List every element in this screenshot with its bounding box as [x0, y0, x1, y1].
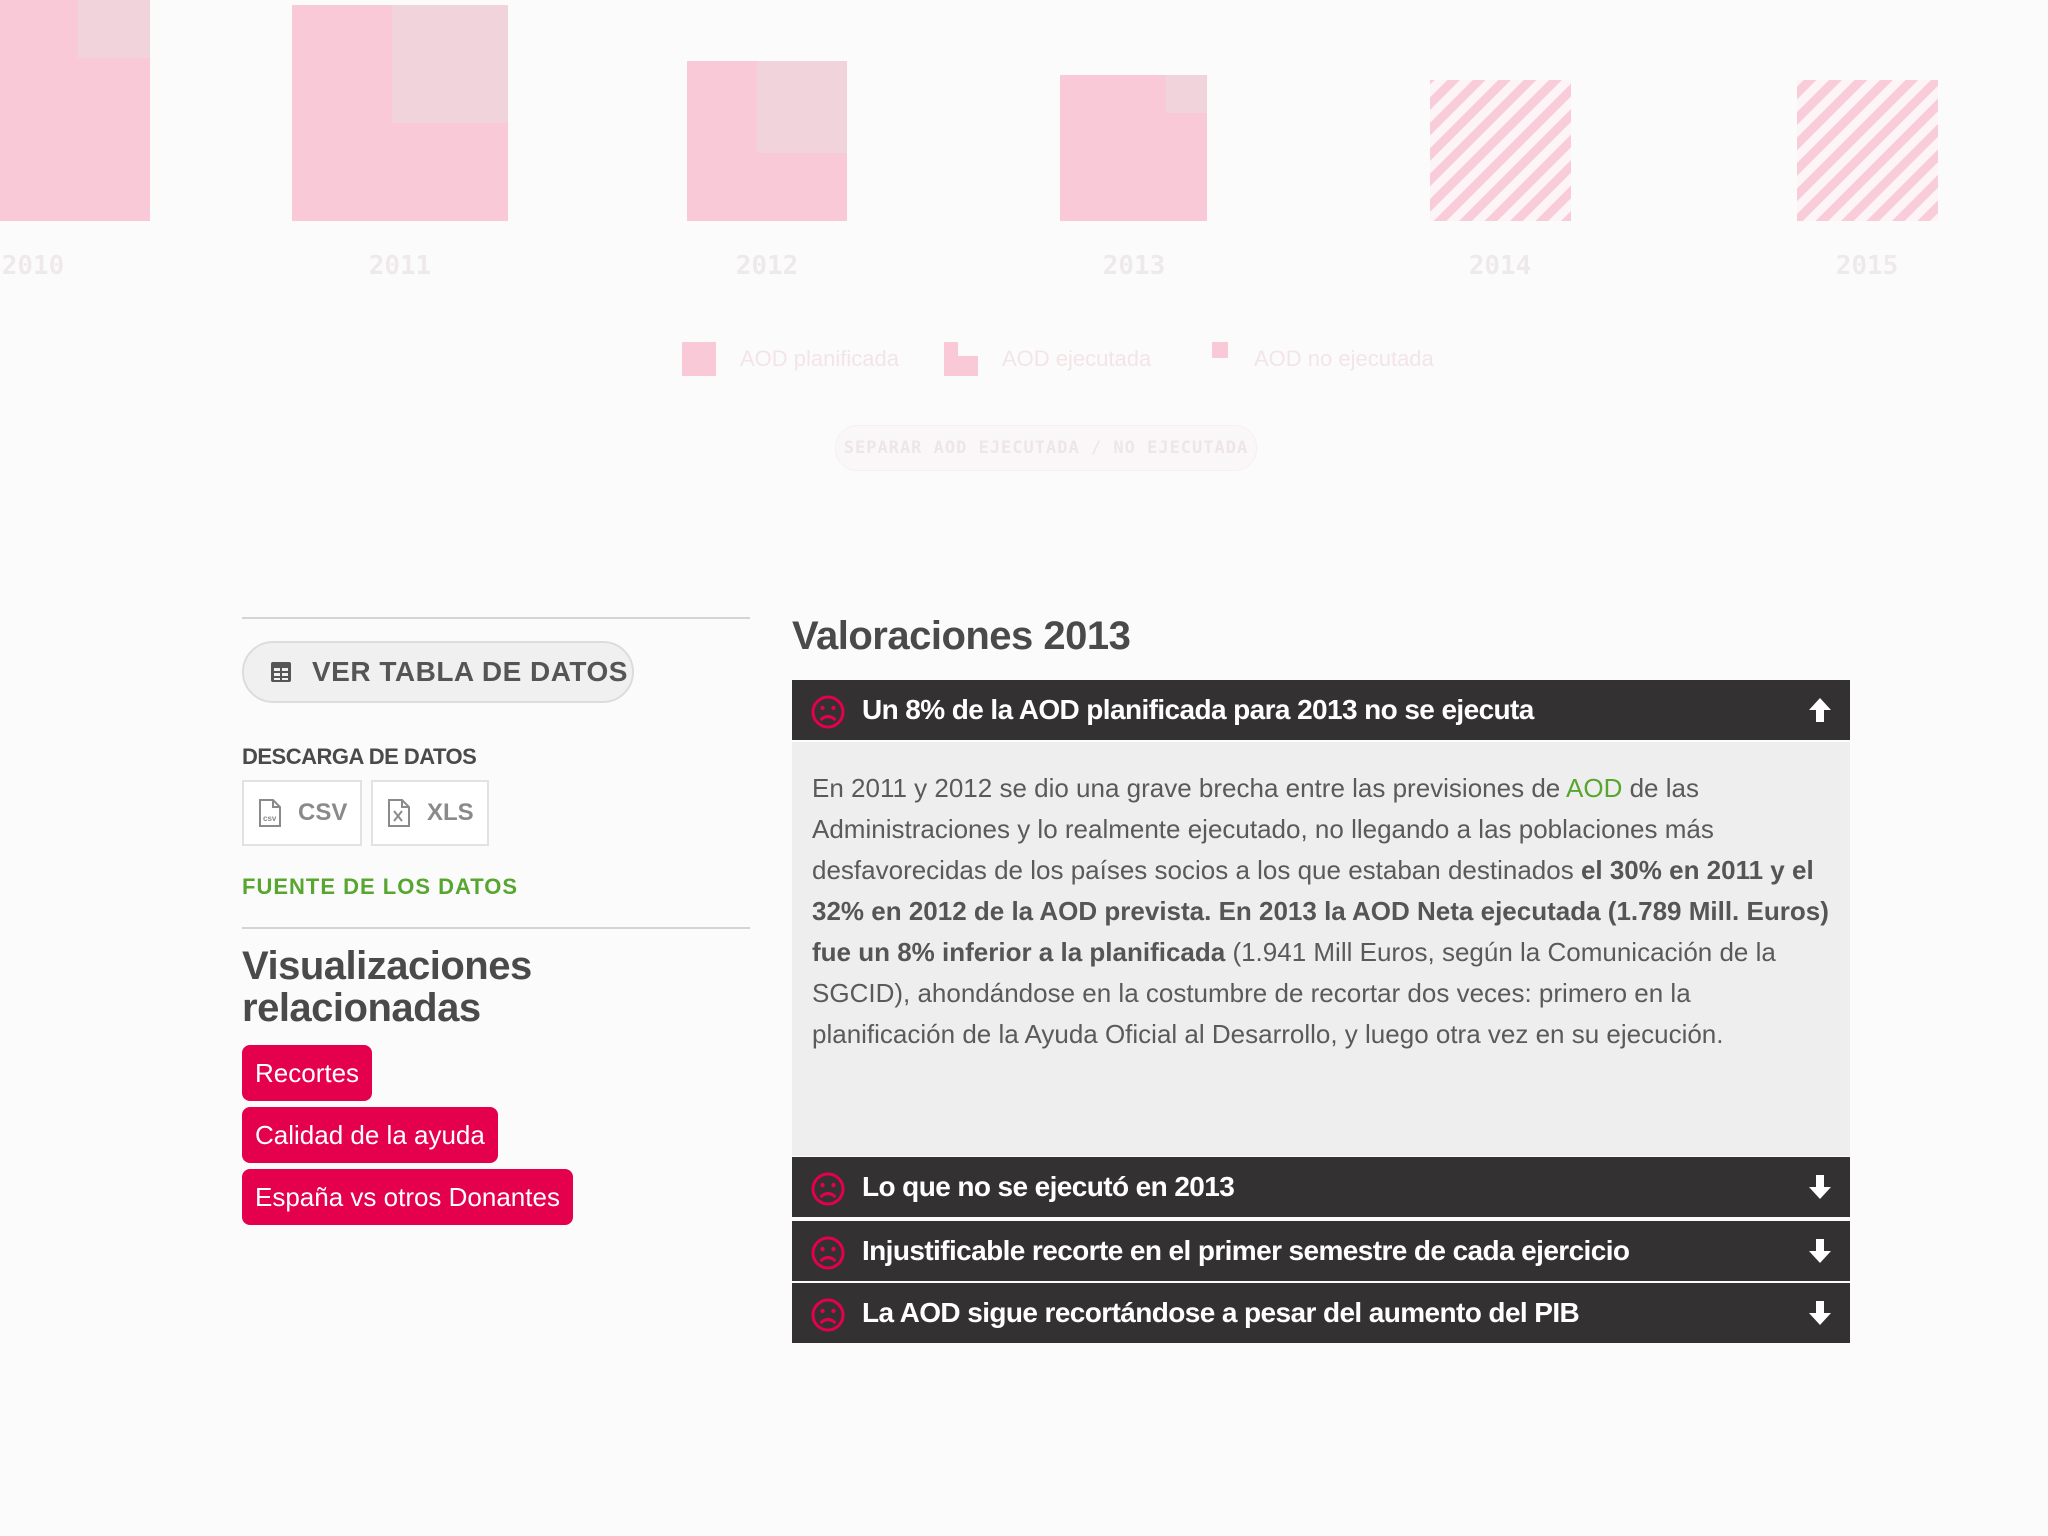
x-tick-label: 2010 — [1, 251, 65, 281]
x-tick-label: 2012 — [735, 251, 799, 281]
table-icon — [270, 661, 292, 683]
visualizaciones-title — [242, 945, 532, 1029]
accordion-title: Injustificable recorte en el primer semestre de cada ejercicio — [862, 1235, 1630, 1266]
legend-label: AOD no ejecutada — [1254, 346, 1434, 371]
xls-file-icon — [387, 799, 411, 827]
arrow-down-icon — [1808, 1237, 1832, 1265]
divider — [242, 927, 750, 929]
sad-face-icon — [810, 1297, 846, 1333]
sad-face-icon — [810, 1235, 846, 1271]
aod-chart — [0, 0, 2048, 300]
body-bold: ejecutada (1.789 Mill. Euros) fue un 8% inferior a la planificada — [812, 896, 1829, 967]
divider — [242, 617, 750, 619]
chart-legend — [0, 342, 2048, 382]
accordion-title: Un 8% de la AOD planificada para 2013 no se ejecuta — [862, 694, 1534, 725]
legend-swatch-planificada — [682, 342, 716, 376]
body-bold: el 30% en 2011 y el 32% en 2012 de la AOD prevista. En 2013 la — [812, 855, 1814, 926]
bar-no-ejecutada-2013[interactable] — [1166, 75, 1207, 113]
csv-download-button[interactable] — [242, 780, 362, 846]
x-tick-label: 2011 — [368, 251, 432, 281]
legend-label: AOD planificada — [740, 346, 899, 371]
legend-swatch-no-ejecutada — [1212, 342, 1230, 376]
body-text: En 2011 y 2012 se dio una grave brecha entre las previsiones de — [812, 773, 1567, 803]
accordion-title: La AOD sigue recortándose a pesar del aumento del PIB — [862, 1297, 1580, 1328]
xls-download-button[interactable] — [371, 780, 489, 846]
bar-no-ejecutada-2012[interactable] — [757, 61, 847, 153]
related-espana-button[interactable]: España vs otros Donantes — [242, 1169, 573, 1225]
x-tick-label: 2014 — [1468, 251, 1532, 281]
valoraciones-title: Valoraciones 2013 — [792, 614, 1131, 658]
legend-planificada[interactable] — [682, 342, 899, 376]
separar-aod-button[interactable]: SEPARAR AOD EJECUTADA / NO EJECUTADA — [835, 425, 1257, 471]
x-tick-label: 2013 — [1102, 251, 1166, 281]
aod-neta-link[interactable]: AOD Neta — [1352, 896, 1474, 926]
related-recortes-button[interactable]: Recortes — [242, 1045, 372, 1101]
legend-no-ejecutada[interactable] — [1212, 342, 1434, 376]
accordion-title: Lo que no se ejecutó en 2013 — [862, 1171, 1235, 1202]
csv-label: CSV — [298, 799, 348, 826]
accordion-item-2[interactable] — [792, 1157, 1850, 1217]
visualizaciones-title-line2: relacionadas — [242, 986, 481, 1030]
bar-no-ejecutada-2010[interactable] — [78, 0, 150, 58]
csv-file-icon — [258, 799, 282, 827]
accordion-item-3[interactable] — [792, 1221, 1850, 1281]
visualizaciones-title-line1: Visualizaciones — [242, 944, 532, 988]
xls-label: XLS — [427, 799, 474, 826]
body-text: (1.941 Mill Euros, según la Comunicación de la SGCID), ahondándose en la costumbre de recortar dos veces: primero en la planificación de la Ayuda Oficial al Desarrollo, y luego otra vez en su ejecución. — [812, 937, 1776, 1049]
arrow-up-icon — [1808, 696, 1832, 724]
accordion-body — [792, 742, 1850, 1156]
fuente-datos-link[interactable]: FUENTE DE LOS DATOS — [242, 874, 519, 899]
descarga-title: DESCARGA DE DATOS — [242, 744, 477, 769]
body-text: de las Administraciones y lo realmente ejecutado, no llegando a las poblaciones más desfavorecidas de los países socios a los que estaban destinados — [812, 773, 1714, 885]
bar-no-ejecutada-2011[interactable] — [392, 5, 508, 123]
ver-tabla-button[interactable] — [242, 641, 634, 703]
x-tick-label: 2015 — [1835, 251, 1899, 281]
sad-face-icon — [810, 1171, 846, 1207]
ver-tabla-label: VER TABLA DE DATOS — [312, 656, 628, 687]
related-calidad-button[interactable]: Calidad de la ayuda — [242, 1107, 498, 1163]
arrow-down-icon — [1808, 1299, 1832, 1327]
arrow-down-icon — [1808, 1173, 1832, 1201]
bar-planificada-2015[interactable] — [1797, 80, 1938, 221]
legend-ejecutada[interactable] — [944, 342, 1151, 376]
accordion-item-1[interactable] — [792, 680, 1850, 740]
sad-face-icon — [810, 694, 846, 730]
legend-label: AOD ejecutada — [1002, 346, 1152, 371]
accordion-item-4[interactable] — [792, 1283, 1850, 1343]
legend-swatch-ejecutada — [944, 342, 978, 376]
aod-link[interactable]: AOD — [1566, 773, 1623, 803]
bar-planificada-2014[interactable] — [1430, 80, 1571, 221]
svg-text:csv: csv — [263, 814, 277, 823]
